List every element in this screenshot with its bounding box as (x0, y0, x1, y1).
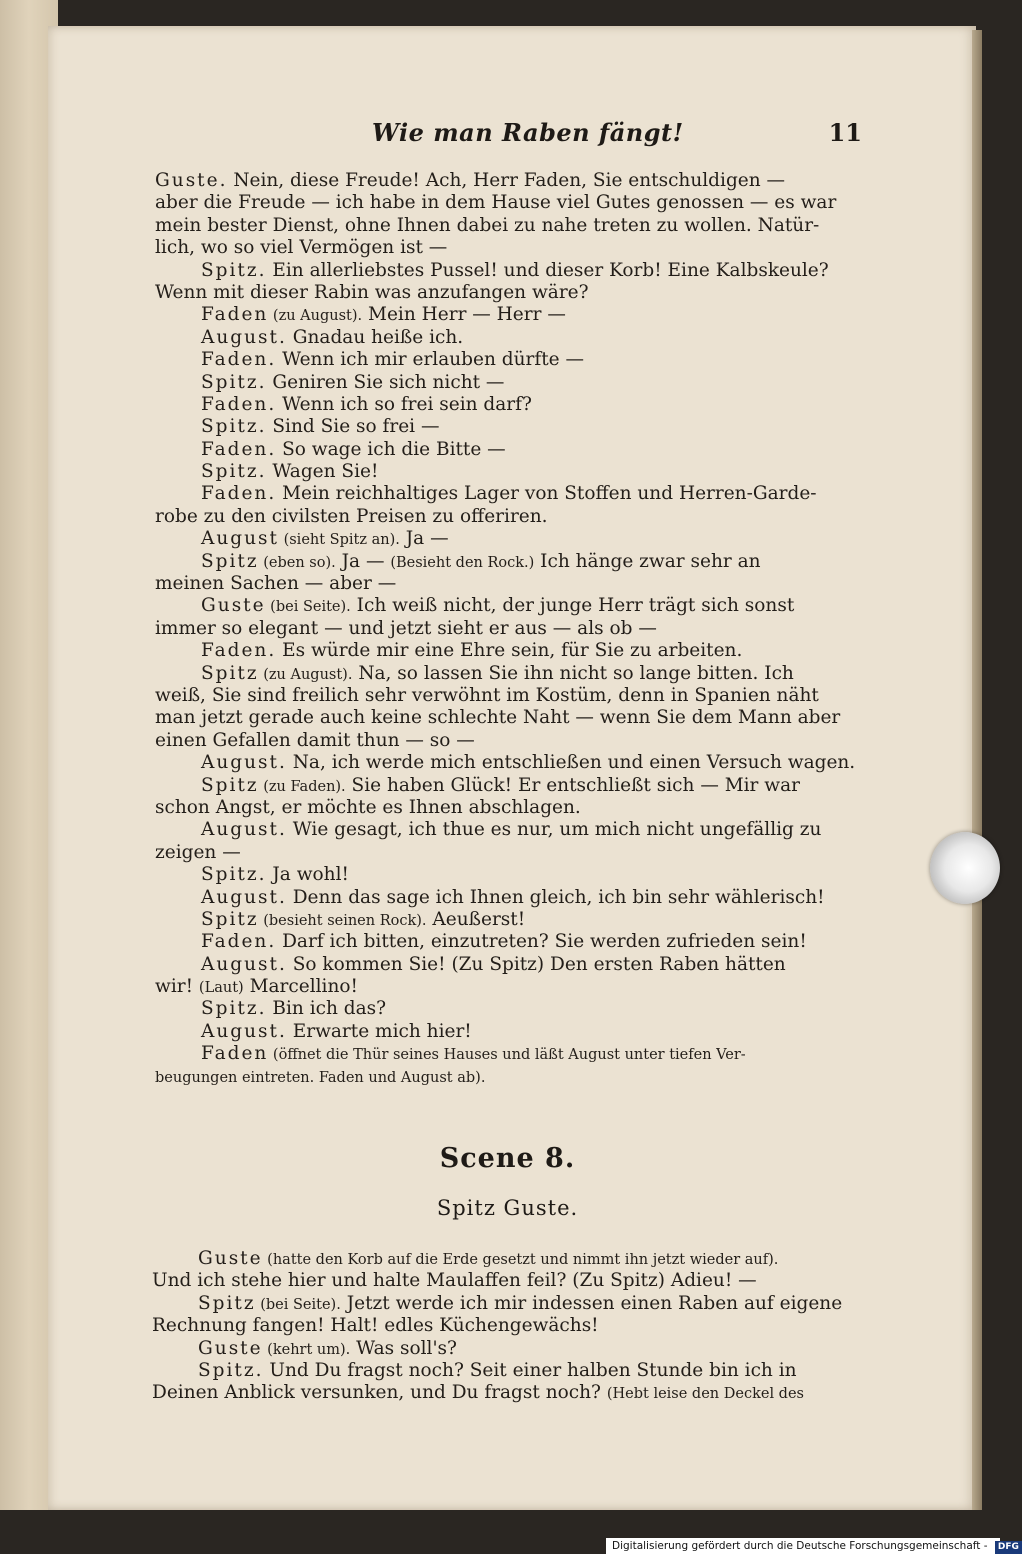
speaker-name: Spitz (198, 1292, 256, 1314)
text-line (155, 730, 860, 752)
speaker-name: August (201, 528, 279, 550)
line-text: Ich weiß nicht, der junge Herr trägt sich sonst (350, 595, 795, 617)
speaker-name: Spitz (201, 550, 259, 572)
text-line (155, 864, 860, 886)
speaker-name: Faden. (201, 349, 277, 371)
stage-direction: (bei Seite). (255, 1296, 341, 1313)
text-line (155, 506, 860, 528)
line-text: Wie gesagt, ich thue es nur, um mich nicht ungefällig zu (286, 819, 822, 841)
text-line (152, 1315, 860, 1337)
text-line (155, 439, 860, 461)
text-line (155, 237, 860, 259)
line-text: Aeußerst! (426, 908, 526, 930)
text-line (155, 640, 860, 662)
line-text: Wenn ich so frei sein darf? (276, 393, 532, 415)
speaker-name: Faden. (201, 640, 277, 662)
line-text: Mein Herr — Herr — (362, 304, 566, 326)
stage-direction: (zu Faden). (258, 778, 346, 795)
text-line (155, 483, 860, 505)
text-line (155, 618, 860, 640)
footer-credit: Digitalisierung gefördert durch die Deutsche Forschungsgemeinschaft - (612, 1540, 988, 1552)
scene-characters: Spitz Guste. (436, 1196, 579, 1220)
stage-direction: (hatte den Korb auf die Erde gesetzt und nimmt ihn jetzt wieder auf). (262, 1252, 779, 1268)
text-line (152, 1248, 860, 1270)
line-text: Marcellino! (243, 976, 358, 998)
page-marker-tab (930, 832, 1000, 904)
line-text: Ja — (399, 528, 449, 550)
text-line (155, 349, 860, 371)
text-line (155, 260, 860, 282)
text-line (155, 663, 860, 685)
text-line (155, 416, 860, 438)
line-text: zeigen — (155, 841, 241, 863)
digitization-footer (606, 1538, 1019, 1554)
text-line (155, 842, 860, 864)
text-line (152, 1382, 860, 1404)
text-line (155, 954, 860, 976)
line-text: Wenn mit dieser Rabin was anzufangen wäre? (155, 281, 589, 303)
line-text: Denn das sage ich Ihnen gleich, ich bin sehr wählerisch! (286, 886, 825, 908)
stage-direction: (sieht Spitz an). (278, 532, 400, 549)
line-text: Mein reichhaltiges Lager von Stoffen und Herren-Garde- (276, 483, 817, 505)
speaker-name: Spitz. (198, 1359, 264, 1381)
text-line (155, 282, 860, 304)
text-line (155, 1043, 860, 1065)
line-text: man jetzt gerade auch keine schlechte Naht — wenn Sie dem Mann aber (155, 707, 841, 729)
line-text: Jetzt werde ich mir indessen einen Raben auf eigene (340, 1292, 843, 1314)
speaker-name: August. (201, 886, 287, 908)
text-line (155, 573, 860, 595)
line-text: Und Du fragst noch? Seit einer halben Stunde bin ich in (263, 1359, 797, 1381)
text-line (155, 304, 860, 326)
text-line (155, 819, 860, 841)
text-line (155, 887, 860, 909)
speaker-name: Spitz (201, 908, 259, 930)
text-line (152, 1360, 860, 1382)
text-line (155, 931, 860, 953)
line-text: aber die Freude — ich habe in dem Hause viel Gutes genossen — es war (155, 192, 837, 214)
line-text: meinen Sachen — aber — (155, 573, 397, 595)
text-line (155, 170, 860, 192)
line-text: robe zu den civilsten Preisen zu offeriren. (155, 505, 548, 527)
stage-direction: (kehrt um). (262, 1341, 351, 1358)
line-text: Sind Sie so frei — (266, 416, 440, 438)
line-text: Rechnung fangen! Halt! edles Küchengewächs! (152, 1315, 599, 1337)
scene-heading: Scene 8. (439, 1143, 576, 1174)
line-text: lich, wo so viel Vermögen ist — (155, 237, 448, 259)
line-text: weiß, Sie sind freilich sehr verwöhnt im Kostüm, denn in Spanien näht (155, 684, 819, 706)
speaker-name: August. (201, 953, 287, 975)
line-text: Bin ich das? (266, 998, 387, 1020)
dialogue-text-continued (152, 1248, 860, 1405)
speaker-name: Spitz. (201, 259, 267, 281)
page-number: 11 (828, 118, 862, 147)
stage-direction: (zu August). (258, 666, 353, 683)
speaker-name: Faden (201, 1043, 269, 1065)
line-text: Geniren Sie sich nicht — (266, 371, 505, 393)
text-line (155, 327, 860, 349)
text-line (155, 707, 860, 729)
text-line (155, 998, 860, 1020)
text-line (155, 372, 860, 394)
speaker-name: Faden. (201, 393, 277, 415)
page-header (372, 118, 862, 150)
stage-direction: (öffnet die Thür seines Hauses und läßt August unter tiefen Ver- (268, 1047, 746, 1064)
line-text: Und ich stehe hier und halte Maulaffen feil? (Zu Spitz) Adieu! — (152, 1270, 757, 1292)
speaker-name: Faden. (201, 931, 277, 953)
line-text: Ich hänge zwar sehr an (534, 550, 761, 572)
speaker-name: Guste (198, 1248, 263, 1269)
speaker-name: Spitz. (201, 864, 267, 886)
text-line (155, 192, 860, 214)
stage-direction: (eben so). (258, 554, 336, 571)
text-line (155, 976, 860, 998)
speaker-name: Faden. (201, 483, 277, 505)
stage-direction: (Besieht den Rock.) (390, 554, 535, 571)
line-text: immer so elegant — und jetzt sieht er aus — als ob — (155, 617, 657, 639)
text-line (152, 1338, 860, 1360)
text-line (155, 909, 860, 931)
line-text: Deinen Anblick versunken, und Du fragst noch? (152, 1382, 607, 1404)
line-text: Na, ich werde mich entschließen und einen Versuch wagen. (286, 752, 856, 774)
page-edge (972, 30, 982, 1510)
stage-direction: (bei Seite). (265, 599, 351, 616)
line-text: So wage ich die Bitte — (276, 438, 506, 460)
text-line (155, 215, 860, 237)
text-line (155, 775, 860, 797)
line-text: Darf ich bitten, einzutreten? Sie werden zufrieden sein! (276, 931, 807, 953)
line-text: Na, so lassen Sie ihn nicht so lange bitten. Ich (352, 662, 794, 684)
speaker-name: Spitz. (201, 998, 267, 1020)
line-text: schon Angst, er möchte es Ihnen abschlagen. (155, 796, 581, 818)
speaker-name: Spitz (201, 774, 259, 796)
stage-direction: beugungen eintreten. Faden und August ab). (155, 1069, 486, 1086)
line-text: Gnadau heiße ich. (286, 326, 464, 348)
text-line (152, 1293, 860, 1315)
text-line (155, 797, 860, 819)
line-text: Es würde mir eine Ehre sein, für Sie zu arbeiten. (276, 640, 743, 662)
text-line (155, 528, 860, 550)
text-line (155, 685, 860, 707)
speaker-name: Guste (198, 1337, 263, 1359)
text-line (152, 1270, 860, 1292)
line-text: Ja wohl! (266, 864, 349, 886)
text-line (155, 394, 860, 416)
speaker-name: Spitz. (201, 416, 267, 438)
line-text: Ja — (335, 550, 391, 572)
speaker-name: August. (201, 1020, 287, 1042)
line-text: Was soll's? (350, 1337, 457, 1359)
speaker-name: Spitz (201, 662, 259, 684)
speaker-name: Faden. (201, 438, 277, 460)
stage-direction: (besieht seinen Rock). (258, 912, 427, 929)
speaker-name: Guste. (155, 170, 228, 191)
line-text: Erwarte mich hier! (286, 1020, 472, 1042)
line-text: Wagen Sie! (266, 461, 379, 483)
speaker-name: Spitz. (201, 461, 267, 483)
line-text: So kommen Sie! (Zu Spitz) Den ersten Raben hätten (286, 953, 786, 975)
line-text: Ein allerliebstes Pussel! und dieser Korb! Eine Kalbskeule? (266, 259, 829, 281)
dialogue-text (155, 170, 860, 1088)
speaker-name: August. (201, 752, 287, 774)
dfg-logo: DFG (995, 1541, 1022, 1554)
speaker-name: August. (201, 326, 287, 348)
speaker-name: August. (201, 819, 287, 841)
line-text: einen Gefallen damit thun — so — (155, 729, 475, 751)
stage-direction: (Hebt leise den Deckel des (606, 1386, 804, 1403)
speaker-name: Faden (201, 304, 269, 326)
line-text: mein bester Dienst, ohne Ihnen dabei zu nahe treten zu wollen. Natür- (155, 214, 820, 236)
text-line (155, 1021, 860, 1043)
text-line (155, 551, 860, 573)
speaker-name: Spitz. (201, 371, 267, 393)
stage-direction: (Laut) (198, 980, 244, 997)
line-text: wir! (155, 976, 199, 998)
text-line (155, 595, 860, 617)
line-text: Wenn ich mir erlauben dürfte — (276, 349, 584, 371)
text-line (155, 1066, 860, 1088)
running-title: Wie man Raben fängt! (372, 118, 684, 147)
stage-direction: (zu August). (268, 308, 363, 325)
line-text: Sie haben Glück! Er entschließt sich — Mir war (345, 774, 800, 796)
line-text: Nein, diese Freude! Ach, Herr Faden, Sie entschuldigen — (227, 170, 786, 191)
text-line (155, 461, 860, 483)
text-line (155, 752, 860, 774)
speaker-name: Guste (201, 595, 266, 617)
